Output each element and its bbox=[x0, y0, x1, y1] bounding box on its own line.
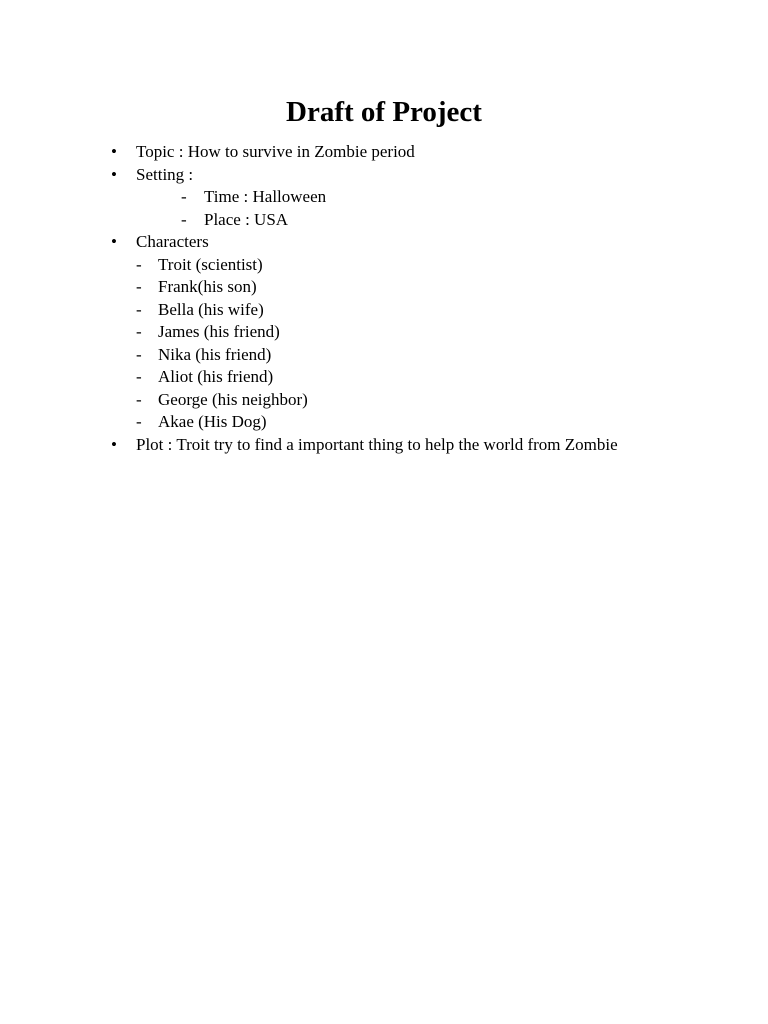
dash-marker: - bbox=[136, 254, 142, 274]
character-item bbox=[0, 299, 768, 322]
character-name: Bella (his wife) bbox=[158, 299, 264, 319]
plot-text: Plot : Troit try to find a important thing to help the world from Zombie bbox=[136, 434, 618, 454]
character-item bbox=[0, 344, 768, 367]
character-name: Akae (His Dog) bbox=[158, 412, 267, 431]
outline-list bbox=[0, 141, 768, 456]
list-item-characters bbox=[0, 231, 768, 254]
character-item bbox=[0, 411, 768, 434]
dash-marker: - bbox=[181, 187, 187, 206]
character-item bbox=[0, 254, 768, 277]
bullet-icon: • bbox=[111, 232, 117, 251]
setting-time: Time : Halloween bbox=[204, 187, 327, 206]
list-item-plot bbox=[0, 434, 768, 457]
dash-marker: - bbox=[136, 367, 142, 386]
characters-label: Characters bbox=[136, 232, 209, 251]
dash-marker: - bbox=[181, 209, 187, 229]
page-title: Draft of Project bbox=[286, 96, 482, 128]
bullet-icon: • bbox=[111, 434, 117, 454]
character-name: Frank(his son) bbox=[158, 277, 257, 296]
character-item bbox=[0, 276, 768, 299]
setting-label: Setting : bbox=[136, 164, 194, 184]
character-item bbox=[0, 321, 768, 344]
bullet-icon: • bbox=[111, 142, 117, 161]
dash-marker: - bbox=[136, 344, 142, 364]
character-name: James (his friend) bbox=[158, 322, 280, 341]
character-name: Nika (his friend) bbox=[158, 344, 272, 364]
setting-sub-item bbox=[0, 186, 768, 209]
dash-marker: - bbox=[136, 322, 142, 341]
bullet-icon: • bbox=[111, 164, 117, 184]
dash-marker: - bbox=[136, 277, 142, 296]
character-name: George (his neighbor) bbox=[158, 389, 308, 409]
character-name: Aliot (his friend) bbox=[158, 367, 274, 386]
character-item bbox=[0, 389, 768, 412]
setting-sub-item bbox=[0, 209, 768, 232]
setting-place: Place : USA bbox=[204, 209, 289, 229]
dash-marker: - bbox=[136, 299, 142, 319]
list-item-setting bbox=[0, 164, 768, 187]
dash-marker: - bbox=[136, 389, 142, 409]
character-name: Troit (scientist) bbox=[158, 254, 263, 274]
dash-marker: - bbox=[136, 412, 142, 431]
topic-text: Topic : How to survive in Zombie period bbox=[136, 142, 415, 161]
list-item-topic bbox=[0, 141, 768, 164]
character-item bbox=[0, 366, 768, 389]
